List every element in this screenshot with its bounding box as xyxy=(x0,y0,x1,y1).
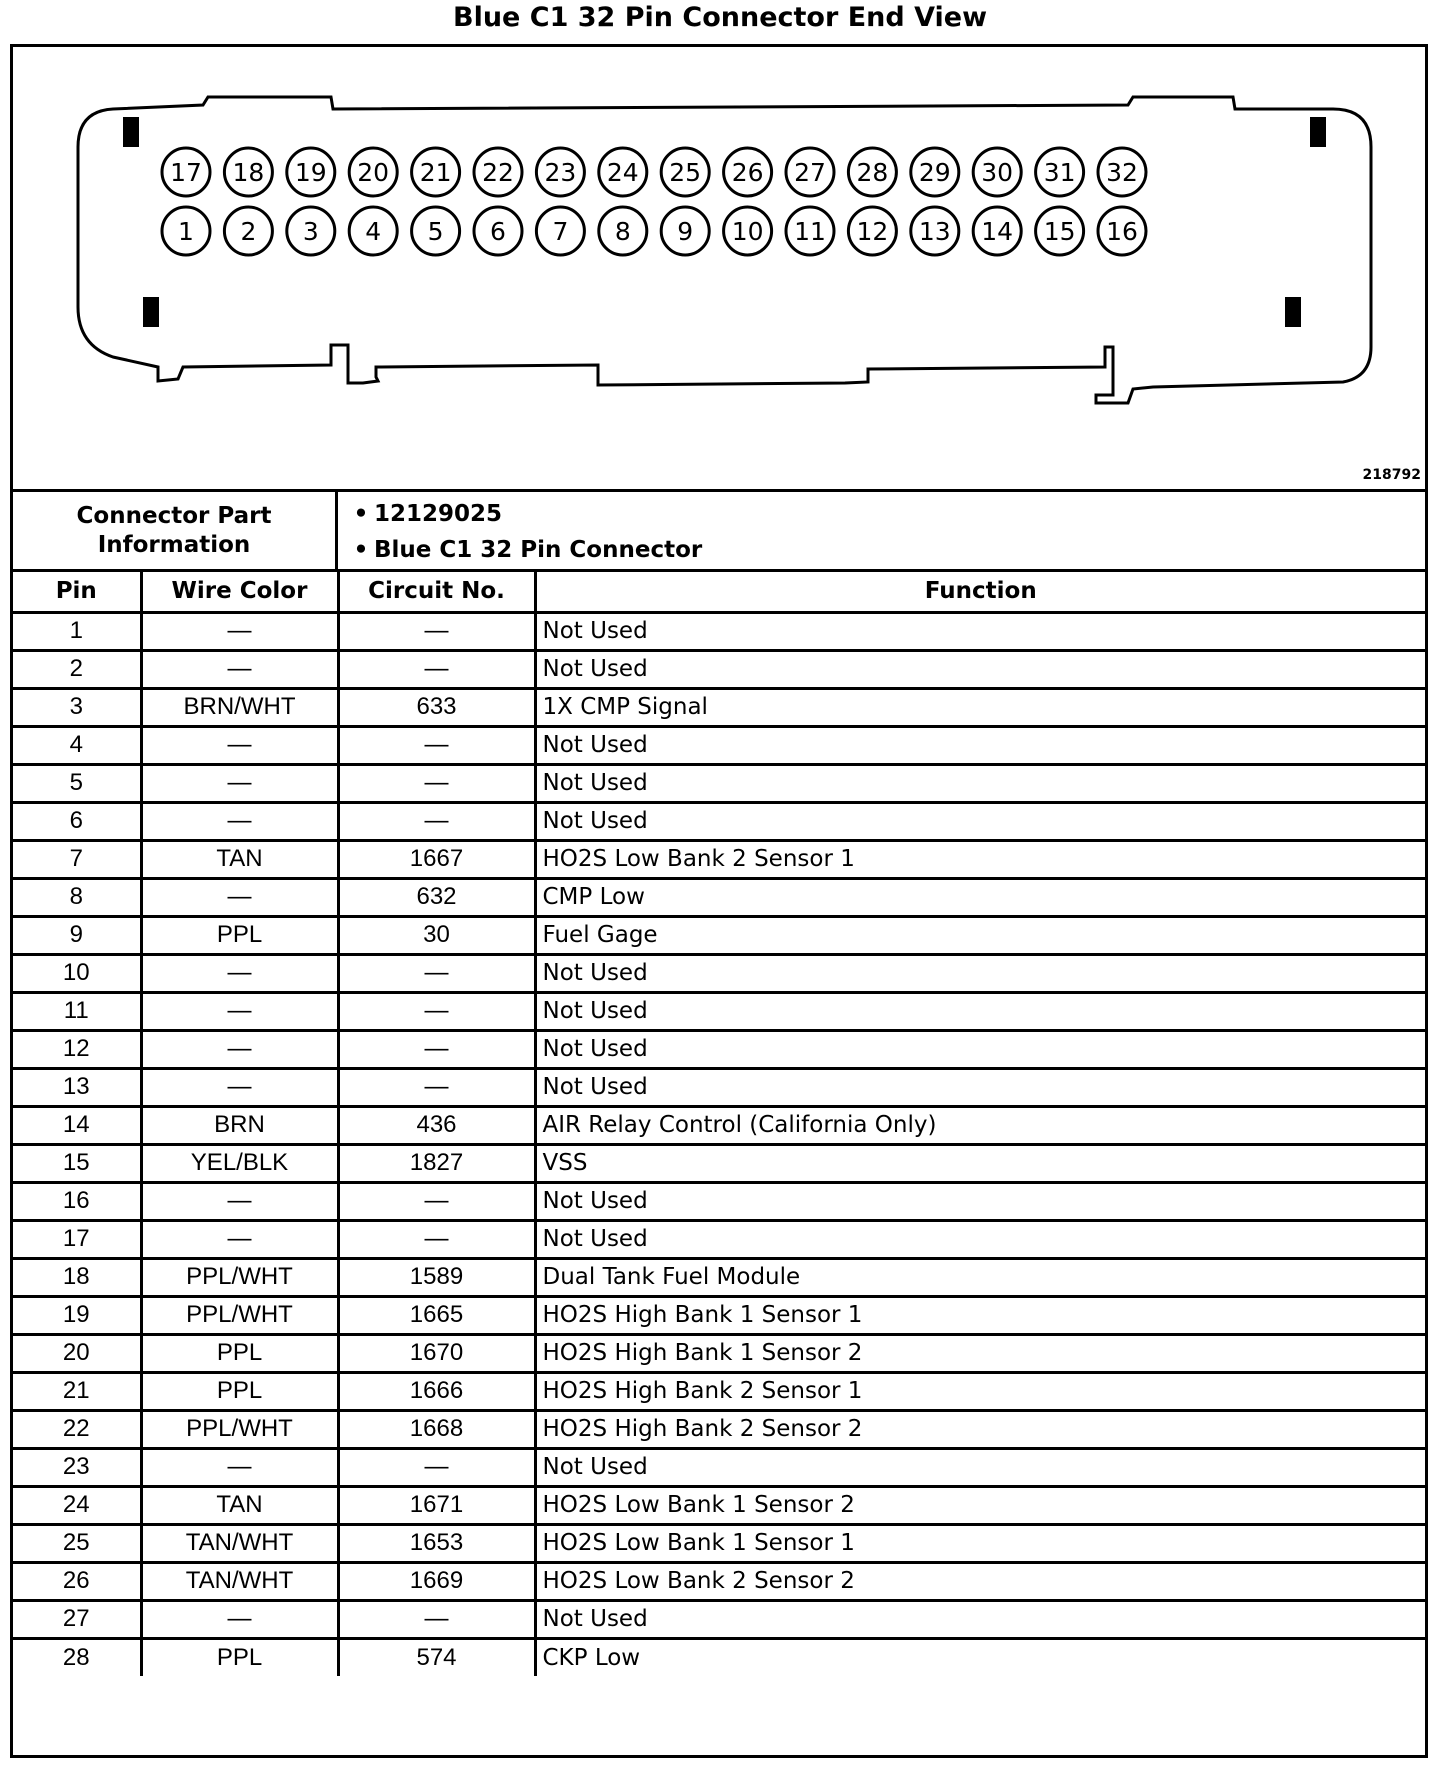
cell-wire-color: — xyxy=(141,1220,338,1258)
pin-number-label: 5 xyxy=(427,217,444,246)
cell-function: Not Used xyxy=(535,764,1425,802)
pin-5 xyxy=(412,207,460,255)
pin-number-label: 25 xyxy=(669,158,702,187)
pin-number-label: 8 xyxy=(614,217,631,246)
cell-wire-color: PPL/WHT xyxy=(141,1296,338,1334)
cell-wire-color: PPL xyxy=(141,1638,338,1676)
header-pin: Pin xyxy=(13,572,141,612)
pin-7 xyxy=(536,207,584,255)
cell-function: HO2S High Bank 2 Sensor 1 xyxy=(535,1372,1425,1410)
figure-id: 218792 xyxy=(1362,467,1421,483)
cell-circuit-no: 574 xyxy=(338,1638,535,1676)
pin-29 xyxy=(911,148,959,196)
header-function: Function xyxy=(924,578,1037,605)
table-row xyxy=(13,916,1425,954)
cell-wire-color: — xyxy=(141,1448,338,1486)
cell-wire-color: — xyxy=(141,612,338,650)
table-row xyxy=(13,1524,1425,1562)
cell-circuit-no: 632 xyxy=(338,878,535,916)
cell-circuit-no: — xyxy=(338,1448,535,1486)
cell-function: HO2S Low Bank 1 Sensor 2 xyxy=(535,1486,1425,1524)
cell-pin: 2 xyxy=(13,650,141,688)
cell-wire-color: — xyxy=(141,954,338,992)
cell-pin: 6 xyxy=(13,802,141,840)
cell-function: Not Used xyxy=(535,954,1425,992)
cell-function: Not Used xyxy=(535,1220,1425,1258)
pin-row-bottom xyxy=(162,207,1146,255)
cell-pin: 14 xyxy=(13,1106,141,1144)
pin-number-label: 1 xyxy=(178,217,194,246)
cell-pin: 1 xyxy=(13,612,141,650)
cell-circuit-no: — xyxy=(338,1220,535,1258)
pin-25 xyxy=(661,148,709,196)
pin-number-label: 27 xyxy=(794,158,826,187)
cell-wire-color: — xyxy=(141,878,338,916)
cell-circuit-no: — xyxy=(338,1600,535,1638)
cell-function: Not Used xyxy=(535,1182,1425,1220)
cell-wire-color: TAN/WHT xyxy=(141,1562,338,1600)
cell-circuit-no: 1589 xyxy=(338,1258,535,1296)
cell-pin: 11 xyxy=(13,992,141,1030)
cell-pin: 7 xyxy=(13,840,141,878)
connector-description: • Blue C1 32 Pin Connector xyxy=(348,532,702,568)
cell-circuit-no: — xyxy=(338,802,535,840)
cell-pin: 28 xyxy=(13,1638,141,1676)
pin-number-label: 19 xyxy=(294,158,327,187)
table-row xyxy=(13,1486,1425,1524)
pin-8 xyxy=(599,207,647,255)
pin-number-label: 20 xyxy=(357,158,390,187)
cell-circuit-no: — xyxy=(338,1030,535,1068)
cell-circuit-no: 1827 xyxy=(338,1144,535,1182)
pin-number-label: 31 xyxy=(1043,158,1076,187)
cell-circuit-no: 1667 xyxy=(338,840,535,878)
table-row xyxy=(13,954,1425,992)
pin-26 xyxy=(724,148,772,196)
cell-pin: 21 xyxy=(13,1372,141,1410)
pin-number-label: 14 xyxy=(981,217,1014,246)
pin-13 xyxy=(911,207,959,255)
cell-pin: 4 xyxy=(13,726,141,764)
table-row xyxy=(13,1448,1425,1486)
cell-pin: 5 xyxy=(13,764,141,802)
cell-circuit-no: — xyxy=(338,726,535,764)
pin-4 xyxy=(349,207,397,255)
cell-pin: 27 xyxy=(13,1600,141,1638)
table-row xyxy=(13,878,1425,916)
table-row xyxy=(13,1372,1425,1410)
table-row xyxy=(13,1182,1425,1220)
pin-number-label: 22 xyxy=(482,158,514,187)
pinout-table xyxy=(13,572,1425,1676)
pin-number-label: 13 xyxy=(918,217,951,246)
cell-function: Not Used xyxy=(535,1068,1425,1106)
pin-12 xyxy=(848,207,896,255)
cell-circuit-no: — xyxy=(338,992,535,1030)
keying-mark-bottom-left xyxy=(143,297,159,327)
cell-wire-color: BRN/WHT xyxy=(141,688,338,726)
table-row xyxy=(13,1030,1425,1068)
pin-number-label: 24 xyxy=(606,158,639,187)
cell-pin: 17 xyxy=(13,1220,141,1258)
table-row xyxy=(13,1410,1425,1448)
pin-number-label: 12 xyxy=(856,217,889,246)
cell-pin: 24 xyxy=(13,1486,141,1524)
cell-pin: 18 xyxy=(13,1258,141,1296)
keying-mark-top-right xyxy=(1310,117,1326,147)
part-number: • 12129025 xyxy=(348,496,702,532)
table-row xyxy=(13,1144,1425,1182)
cell-circuit-no: — xyxy=(338,954,535,992)
table-row xyxy=(13,802,1425,840)
pin-6 xyxy=(474,207,522,255)
part-info-list xyxy=(348,496,702,568)
cell-circuit-no: 1670 xyxy=(338,1334,535,1372)
cell-circuit-no: 1665 xyxy=(338,1296,535,1334)
cell-circuit-no: — xyxy=(338,764,535,802)
pin-27 xyxy=(786,148,834,196)
cell-function: HO2S Low Bank 1 Sensor 1 xyxy=(535,1524,1425,1562)
cell-function: Dual Tank Fuel Module xyxy=(535,1258,1425,1296)
cell-circuit-no: 1653 xyxy=(338,1524,535,1562)
cell-pin: 10 xyxy=(13,954,141,992)
pin-number-label: 32 xyxy=(1106,158,1138,187)
cell-pin: 13 xyxy=(13,1068,141,1106)
pin-30 xyxy=(973,148,1021,196)
pin-number-label: 23 xyxy=(544,158,577,187)
cell-circuit-no: — xyxy=(338,650,535,688)
pin-number-label: 17 xyxy=(170,158,202,187)
table-row xyxy=(13,1600,1425,1638)
cell-function: Not Used xyxy=(535,1448,1425,1486)
pin-14 xyxy=(973,207,1021,255)
cell-circuit-no: 1668 xyxy=(338,1410,535,1448)
pin-number-label: 29 xyxy=(918,158,951,187)
pin-number-label: 3 xyxy=(302,217,319,246)
pin-23 xyxy=(536,148,584,196)
cell-pin: 26 xyxy=(13,1562,141,1600)
pin-number-label: 9 xyxy=(677,217,694,246)
pin-number-label: 15 xyxy=(1043,217,1076,246)
cell-function: Not Used xyxy=(535,650,1425,688)
pinout-header-row xyxy=(13,572,1425,612)
pin-28 xyxy=(848,148,896,196)
table-row xyxy=(13,1296,1425,1334)
table-row xyxy=(13,1334,1425,1372)
cell-function: 1X CMP Signal xyxy=(535,688,1425,726)
cell-function: HO2S Low Bank 2 Sensor 2 xyxy=(535,1562,1425,1600)
cell-function: Not Used xyxy=(535,1600,1425,1638)
cell-circuit-no: 436 xyxy=(338,1106,535,1144)
table-row xyxy=(13,1562,1425,1600)
cell-function: VSS xyxy=(535,1144,1425,1182)
pin-20 xyxy=(349,148,397,196)
cell-function: Not Used xyxy=(535,726,1425,764)
cell-wire-color: BRN xyxy=(141,1106,338,1144)
cell-circuit-no: — xyxy=(338,1182,535,1220)
cell-pin: 15 xyxy=(13,1144,141,1182)
cell-function: HO2S High Bank 1 Sensor 2 xyxy=(535,1334,1425,1372)
table-row xyxy=(13,688,1425,726)
pin-number-label: 28 xyxy=(856,158,889,187)
cell-pin: 3 xyxy=(13,688,141,726)
table-row xyxy=(13,1068,1425,1106)
table-row xyxy=(13,726,1425,764)
pin-19 xyxy=(287,148,335,196)
cell-wire-color: — xyxy=(141,1030,338,1068)
cell-function: AIR Relay Control (California Only) xyxy=(535,1106,1425,1144)
table-row xyxy=(13,992,1425,1030)
cell-circuit-no: 1666 xyxy=(338,1372,535,1410)
cell-wire-color: TAN xyxy=(141,840,338,878)
pin-32 xyxy=(1098,148,1146,196)
page-title: Blue C1 32 Pin Connector End View xyxy=(452,2,988,33)
cell-function: Not Used xyxy=(535,802,1425,840)
cell-wire-color: PPL xyxy=(141,1334,338,1372)
cell-wire-color: TAN xyxy=(141,1486,338,1524)
cell-wire-color: — xyxy=(141,992,338,1030)
table-row xyxy=(13,840,1425,878)
cell-wire-color: — xyxy=(141,1182,338,1220)
cell-wire-color: YEL/BLK xyxy=(141,1144,338,1182)
pin-number-label: 7 xyxy=(552,217,569,246)
cell-function: Not Used xyxy=(535,1030,1425,1068)
table-row xyxy=(13,1258,1425,1296)
cell-pin: 16 xyxy=(13,1182,141,1220)
cell-function: CKP Low xyxy=(535,1638,1425,1676)
connector-frame xyxy=(10,44,1428,1758)
cell-wire-color: — xyxy=(141,650,338,688)
cell-circuit-no: 633 xyxy=(338,688,535,726)
table-row xyxy=(13,1220,1425,1258)
cell-pin: 9 xyxy=(13,916,141,954)
header-wire-color: Wire Color xyxy=(141,572,338,612)
pin-number-label: 6 xyxy=(490,217,506,246)
part-info-label-line2: Information xyxy=(97,532,251,558)
pin-10 xyxy=(724,207,772,255)
cell-pin: 8 xyxy=(13,878,141,916)
pin-number-label: 30 xyxy=(981,158,1014,187)
cell-wire-color: — xyxy=(141,726,338,764)
pin-number-label: 4 xyxy=(365,217,382,246)
pin-3 xyxy=(287,207,335,255)
cell-circuit-no: 1671 xyxy=(338,1486,535,1524)
pin-21 xyxy=(412,148,460,196)
header-circuit-no: Circuit No. xyxy=(338,572,535,612)
pin-11 xyxy=(786,207,834,255)
keying-mark-bottom-right xyxy=(1285,297,1301,327)
cell-wire-color: PPL/WHT xyxy=(141,1258,338,1296)
pin-2 xyxy=(224,207,272,255)
cell-wire-color: — xyxy=(141,1068,338,1106)
pin-1 xyxy=(162,207,210,255)
pin-22 xyxy=(474,148,522,196)
cell-wire-color: — xyxy=(141,1600,338,1638)
cell-function: HO2S High Bank 1 Sensor 1 xyxy=(535,1296,1425,1334)
table-row xyxy=(13,1106,1425,1144)
pin-number-label: 18 xyxy=(232,158,265,187)
cell-wire-color: PPL xyxy=(141,916,338,954)
cell-circuit-no: 1669 xyxy=(338,1562,535,1600)
table-row xyxy=(13,650,1425,688)
cell-pin: 23 xyxy=(13,1448,141,1486)
pin-15 xyxy=(1036,207,1084,255)
cell-wire-color: PPL/WHT xyxy=(141,1410,338,1448)
cell-function: HO2S Low Bank 2 Sensor 1 xyxy=(535,840,1425,878)
pin-9 xyxy=(661,207,709,255)
connector-housing-outline xyxy=(78,97,1371,403)
pin-17 xyxy=(162,148,210,196)
pin-number-label: 16 xyxy=(1106,217,1138,246)
pin-16 xyxy=(1098,207,1146,255)
pin-number-label: 21 xyxy=(419,158,452,187)
pin-number-label: 26 xyxy=(731,158,764,187)
cell-wire-color: TAN/WHT xyxy=(141,1524,338,1562)
connector-part-info xyxy=(13,492,1425,572)
pin-number-label: 2 xyxy=(240,217,257,246)
cell-function: HO2S High Bank 2 Sensor 2 xyxy=(535,1410,1425,1448)
table-row xyxy=(13,1638,1425,1676)
cell-circuit-no: 30 xyxy=(338,916,535,954)
pin-row-top xyxy=(162,148,1146,196)
keying-mark-top-left xyxy=(123,117,139,147)
cell-circuit-no: — xyxy=(338,1068,535,1106)
cell-circuit-no: — xyxy=(338,612,535,650)
pin-number-label: 11 xyxy=(794,217,826,246)
pin-31 xyxy=(1036,148,1084,196)
pin-24 xyxy=(599,148,647,196)
cell-wire-color: PPL xyxy=(141,1372,338,1410)
cell-function: Not Used xyxy=(535,992,1425,1030)
cell-pin: 22 xyxy=(13,1410,141,1448)
cell-function: Fuel Gage xyxy=(535,916,1425,954)
connector-outline-svg xyxy=(13,47,1425,489)
pin-number-label: 10 xyxy=(731,217,764,246)
cell-pin: 12 xyxy=(13,1030,141,1068)
cell-pin: 20 xyxy=(13,1334,141,1372)
pin-18 xyxy=(224,148,272,196)
table-row xyxy=(13,612,1425,650)
cell-function: Not Used xyxy=(535,612,1425,650)
cell-function: CMP Low xyxy=(535,878,1425,916)
cell-wire-color: — xyxy=(141,802,338,840)
part-info-label-line1: Connector Part xyxy=(76,503,272,529)
connector-end-view-diagram xyxy=(13,47,1425,492)
part-info-label xyxy=(13,492,338,569)
cell-pin: 19 xyxy=(13,1296,141,1334)
table-row xyxy=(13,764,1425,802)
cell-pin: 25 xyxy=(13,1524,141,1562)
cell-wire-color: — xyxy=(141,764,338,802)
